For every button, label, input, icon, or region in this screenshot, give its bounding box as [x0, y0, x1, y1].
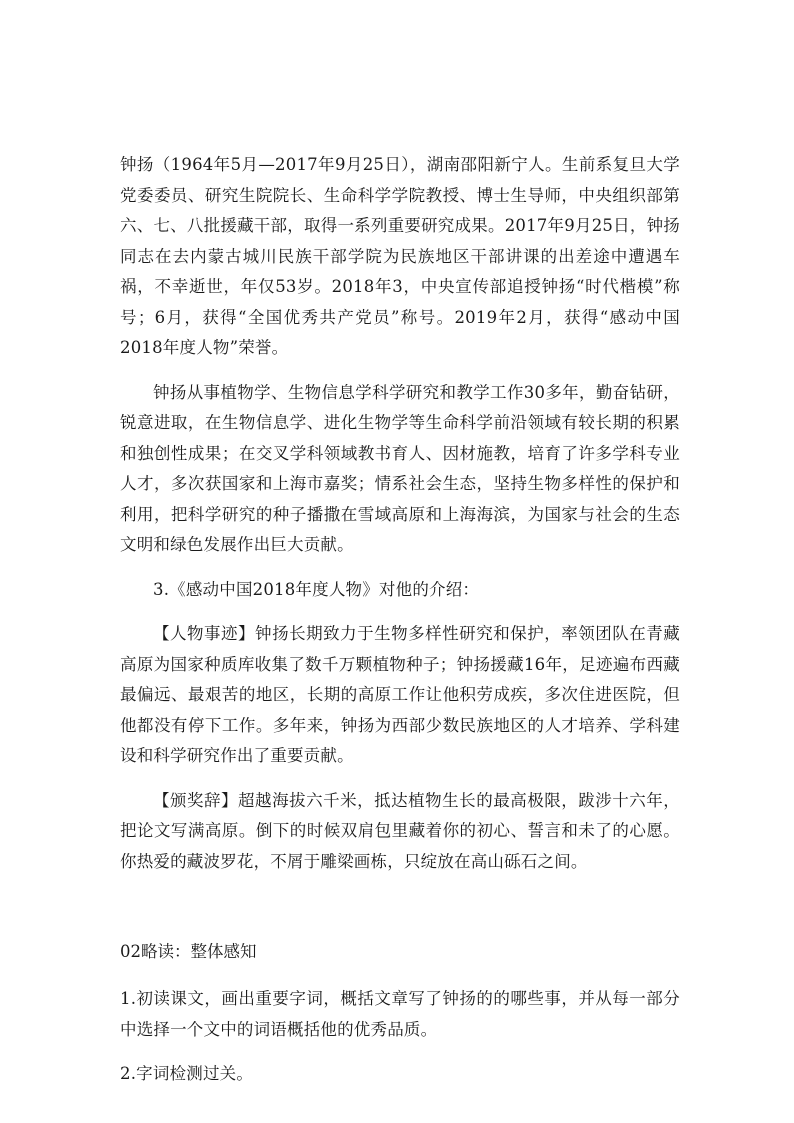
document-page [120, 150, 680, 1090]
intro-heading: 3.《感动中国2018年度人物》对他的介绍： [153, 579, 480, 599]
section-title: 02略读：整体感知 [120, 942, 257, 961]
task-item-2: 2.字词检测过关。 [120, 1064, 254, 1083]
task-item-1: 1.初读课文，画出重要字词，概括文章写了钟扬的的哪些事，并从每一部分中选择一个文中的词语概括他的优秀品质。 [120, 989, 680, 1039]
research-paragraph: 钟扬从事植物学、生物信息学科学研究和教学工作30多年，勤奋钻研，锐意进取，在生物信息学、进化生物学等生命科学前沿领域有较长期的积累和独创性成果；在交叉学科领域教书育人、因材施教，培育了许多学科专业人才，多次获国家和上海市嘉奖；情系社会生态，坚持生物多样性的保护和利用，把科学研究的种子播撒在雪域高原和上海海滨，为国家与社会的生态文明和绿色发展作出巨大贡献。 [120, 382, 680, 554]
deeds-paragraph: 【人物事迹】钟扬长期致力于生物多样性研究和保护，率领团队在青藏高原为国家种质库收集了数千万颗植物种子；钟扬援藏16年，足迹遍布西藏最偏远、最艰苦的地区，长期的高原工作让他积劳成疾，多次住进医院，但他都没有停下工作。多年来，钟扬为西部少数民族地区的人才培养、学科建设和科学研究作出了重要贡献。 [120, 624, 680, 765]
bio-paragraph: 钟扬（1964年5月—2017年9月25日），湖南邵阳新宁人。生前系复旦大学党委委员、研究生院院长、生命科学学院教授、博士生导师，中央组织部第六、七、八批援藏干部，取得一系列重要研究成果。2017年9月25日，钟扬同志在去内蒙古城川民族干部学院为民族地区干部讲课的出差途中遭遇车祸，不幸逝世，年仅53岁。2018年3，中央宣传部追授钟扬“时代楷模”称号；6月，获得“全国优秀共产党员”称号。2019年2月，获得“感动中国2018年度人物”荣誉。 [120, 155, 680, 357]
award-paragraph: 【颁奖辞】超越海拔六千米，抵达植物生长的最高极限，跋涉十六年，把论文写满高原。倒下的时候双肩包里藏着你的初心、誓言和未了的心愿。你热爱的藏波罗花，不屑于雕梁画栋，只绽放在高山砾石之间。 [120, 790, 680, 871]
